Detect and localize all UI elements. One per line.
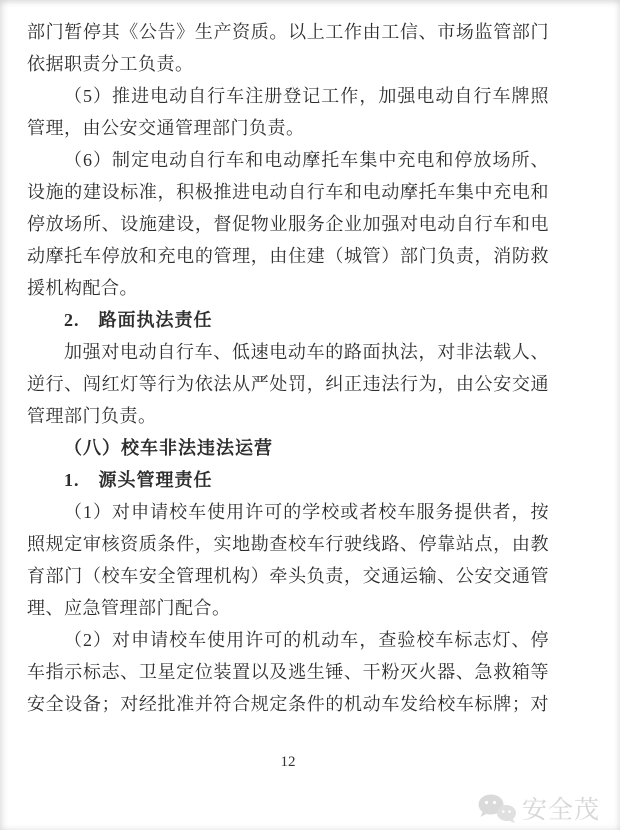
text-line: 管理部门负责。 [27, 406, 157, 426]
document-body [27, 16, 549, 720]
heading-line: 1. 源头管理责任 [64, 470, 213, 490]
text-line: 理、应急管理部门配合。 [27, 598, 231, 618]
text-line: （6）制定电动自行车和电动摩托车集中充电和停放场所、 [64, 150, 549, 170]
text-line: （5）推进电动自行车注册登记工作，加强电动自行车牌照 [64, 86, 549, 106]
text-line: 育部门（校车安全管理机构）牵头负责，交通运输、公安交通管 [27, 566, 549, 586]
text-line: 动摩托车停放和充电的管理，由住建（城管）部门负责，消防救 [27, 246, 549, 266]
watermark-brand-text: 安全茂 [521, 796, 600, 824]
text-line: 依据职责分工负责。 [27, 54, 194, 74]
text-line: 车指示标志、卫星定位装置以及逃生锤、干粉灭火器、急救箱等 [27, 662, 549, 682]
wechat-icon [477, 792, 517, 824]
text-line: （2）对申请校车使用许可的机动车，查验校车标志灯、停 [64, 630, 549, 650]
text-line: 援机构配合。 [27, 278, 138, 298]
text-line: 设施的建设标准，积极推进电动自行车和电动摩托车集中充电和 [27, 182, 549, 202]
heading-line: 2. 路面执法责任 [64, 310, 213, 330]
text-line: 照规定审核资质条件，实地勘查校车行驶线路、停靠站点，由教 [27, 534, 549, 554]
text-line: 管理，由公安交通管理部门负责。 [27, 118, 305, 138]
text-line: 停放场所、设施建设，督促物业服务企业加强对电动自行车和电 [27, 214, 549, 234]
text-line: （1）对申请校车使用许可的学校或者校车服务提供者，按 [64, 502, 549, 522]
text-line: 逆行、闯红灯等行为依法从严处罚，纠正违法行为，由公安交通 [27, 374, 549, 394]
text-line: 部门暂停其《公告》生产资质。以上工作由工信、市场监管部门 [27, 22, 549, 42]
watermark [477, 790, 600, 826]
heading-line: （八）校车非法违法运营 [64, 438, 273, 458]
text-line: 安全设备；对经批准并符合规定条件的机动车发给校车标牌；对 [27, 694, 549, 714]
text-line: 加强对电动自行车、低速电动车的路面执法，对非法载人、 [64, 342, 549, 362]
page-number: 12 [280, 754, 296, 770]
